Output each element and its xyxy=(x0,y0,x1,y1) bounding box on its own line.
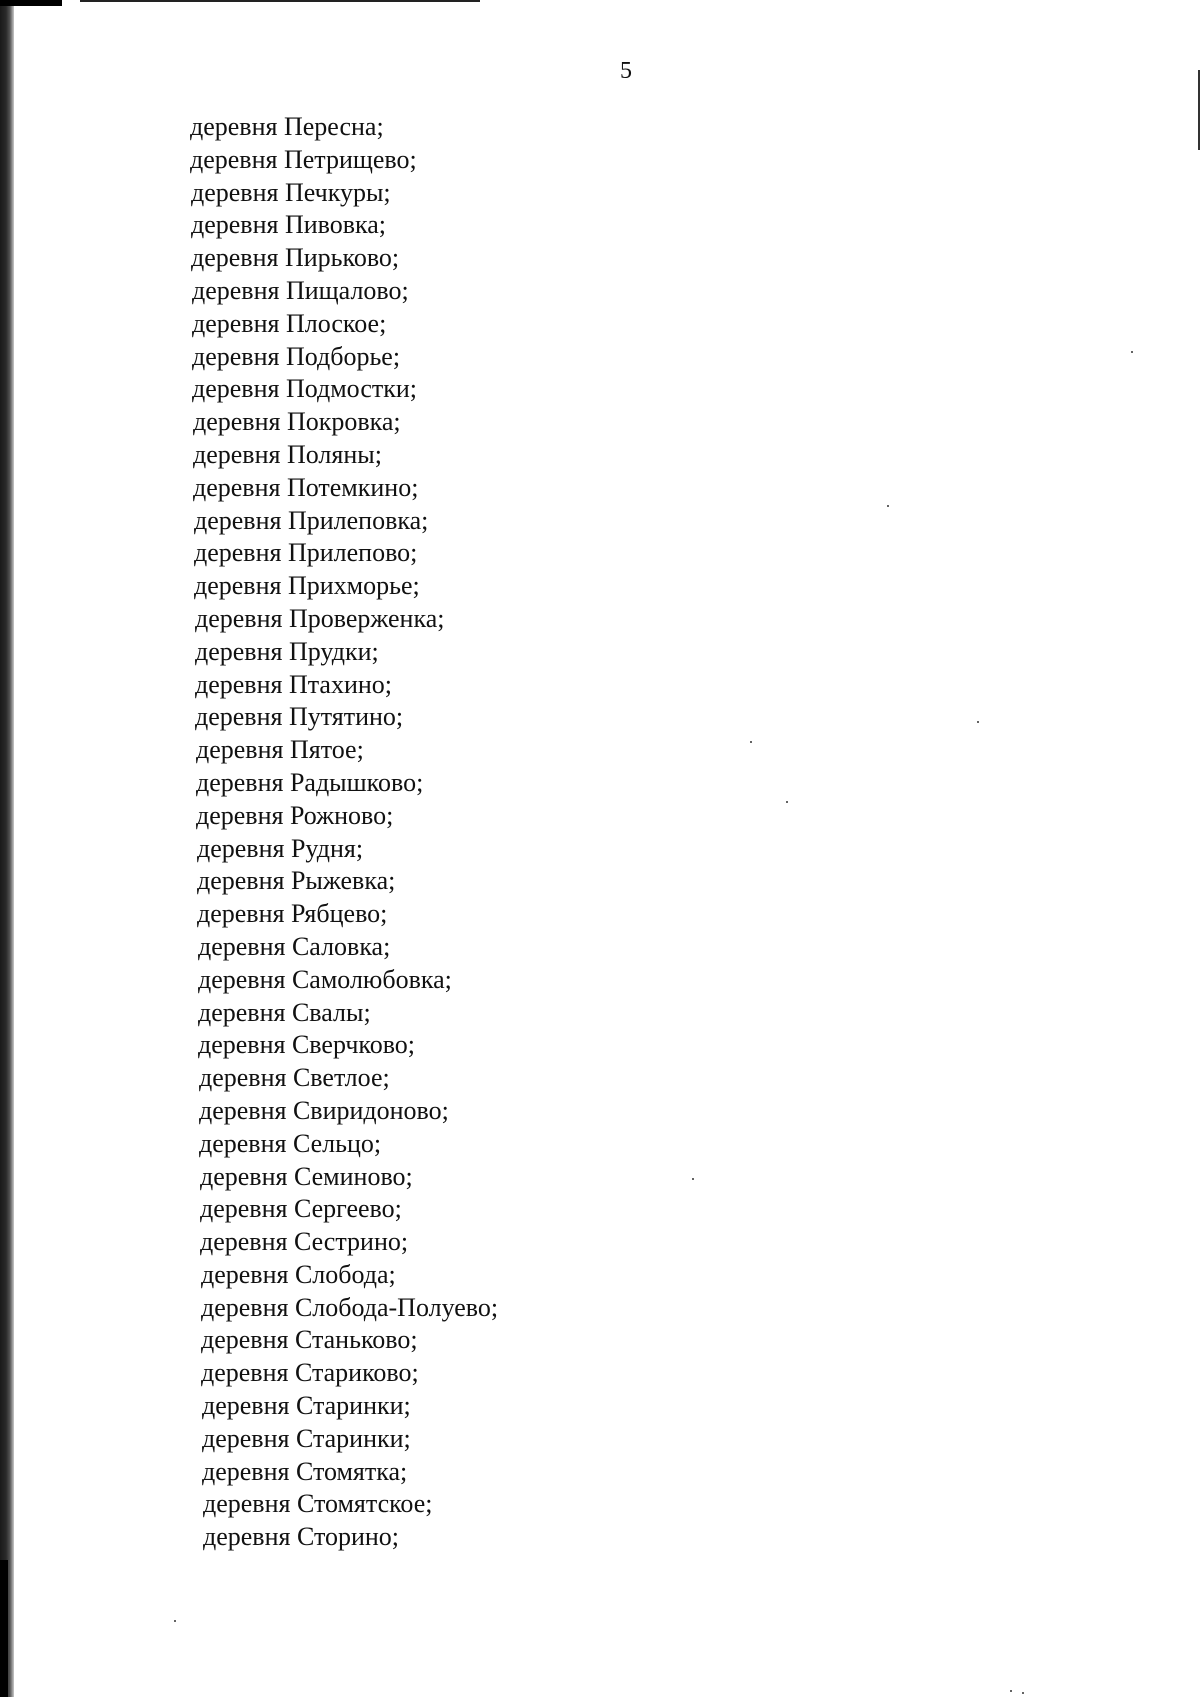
village-list-item: деревня Подборье; xyxy=(192,341,401,371)
village-list-item: деревня Рябцево; xyxy=(197,899,388,929)
village-list-item: деревня Стомятское; xyxy=(203,1489,433,1519)
scan-speck xyxy=(887,505,889,507)
village-list-item: деревня Стомятка; xyxy=(202,1456,408,1486)
scan-top-bar xyxy=(0,0,62,6)
village-list-item: деревня Пересна; xyxy=(190,112,384,141)
village-list-item: деревня Семиново; xyxy=(200,1161,413,1191)
village-list-item: деревня Станьково; xyxy=(201,1325,418,1355)
village-list-item: деревня Старинки; xyxy=(202,1423,411,1453)
village-list-item: деревня Сверчково; xyxy=(198,1030,416,1060)
village-list-item: деревня Прилепово; xyxy=(194,538,418,568)
page-number: 5 xyxy=(620,58,632,84)
village-list-item: деревня Стариково; xyxy=(201,1358,419,1388)
village-list-item: деревня Пищалово; xyxy=(192,275,409,305)
village-list-item: деревня Проверженка; xyxy=(195,603,445,633)
village-list-item: деревня Прилеповка; xyxy=(194,505,429,535)
scan-speck xyxy=(174,1620,176,1622)
village-list-item: деревня Пятое; xyxy=(196,735,364,765)
village-list-item: деревня Покровка; xyxy=(193,407,401,437)
village-list-item: деревня Потемкино; xyxy=(193,472,419,502)
scan-speck xyxy=(1022,1692,1024,1694)
village-list-item: деревня Радышково; xyxy=(196,767,424,797)
scan-speck xyxy=(750,741,752,743)
village-list-item: деревня Самолюбовка; xyxy=(198,964,452,994)
scan-left-edge xyxy=(0,0,14,1697)
village-list-item: деревня Светлое; xyxy=(199,1063,390,1093)
village-list-item: деревня Плоское; xyxy=(192,308,387,338)
scan-speck xyxy=(692,1178,694,1180)
village-list-item: деревня Пивовка; xyxy=(191,210,387,240)
village-list-item: деревня Рудня; xyxy=(197,833,364,863)
village-list xyxy=(190,111,498,1554)
village-list-item: деревня Подмостки; xyxy=(192,374,417,404)
village-list-item: деревня Слобода-Полуево; xyxy=(201,1292,499,1322)
village-list-item: деревня Прудки; xyxy=(195,636,379,666)
village-list-item: деревня Сельцо; xyxy=(199,1128,382,1158)
scan-speck xyxy=(786,801,788,803)
village-list-item: деревня Свиридоново; xyxy=(199,1095,449,1125)
village-list-item: деревня Сторино; xyxy=(203,1522,400,1552)
village-list-item: деревня Прихморье; xyxy=(194,571,420,601)
village-list-item: деревня Слобода; xyxy=(201,1259,396,1289)
village-list-item: деревня Рыжевка; xyxy=(197,866,396,896)
village-list-item: деревня Свалы; xyxy=(198,997,371,1027)
village-list-item: деревня Рожново; xyxy=(196,800,394,830)
scan-top-line xyxy=(80,0,480,2)
village-list-item: деревня Поляны; xyxy=(193,439,382,469)
village-list-item: деревня Сергеево; xyxy=(200,1194,402,1224)
village-list-item: деревня Петрищево; xyxy=(190,144,417,174)
village-list-item: деревня Старинки; xyxy=(202,1391,411,1421)
scan-left-edge-shadow xyxy=(0,1560,8,1697)
village-list-item: деревня Пирьково; xyxy=(191,243,400,273)
village-list-item: деревня Саловка; xyxy=(198,931,391,961)
village-list-item: деревня Печкуры; xyxy=(191,177,391,207)
village-list-item: деревня Птахино; xyxy=(195,669,393,699)
village-list-item: деревня Путятино; xyxy=(195,702,404,732)
scan-speck xyxy=(1010,1690,1012,1692)
village-list-item: деревня Сестрино; xyxy=(200,1227,409,1257)
scan-speck xyxy=(1131,351,1133,353)
scan-speck xyxy=(977,721,979,723)
